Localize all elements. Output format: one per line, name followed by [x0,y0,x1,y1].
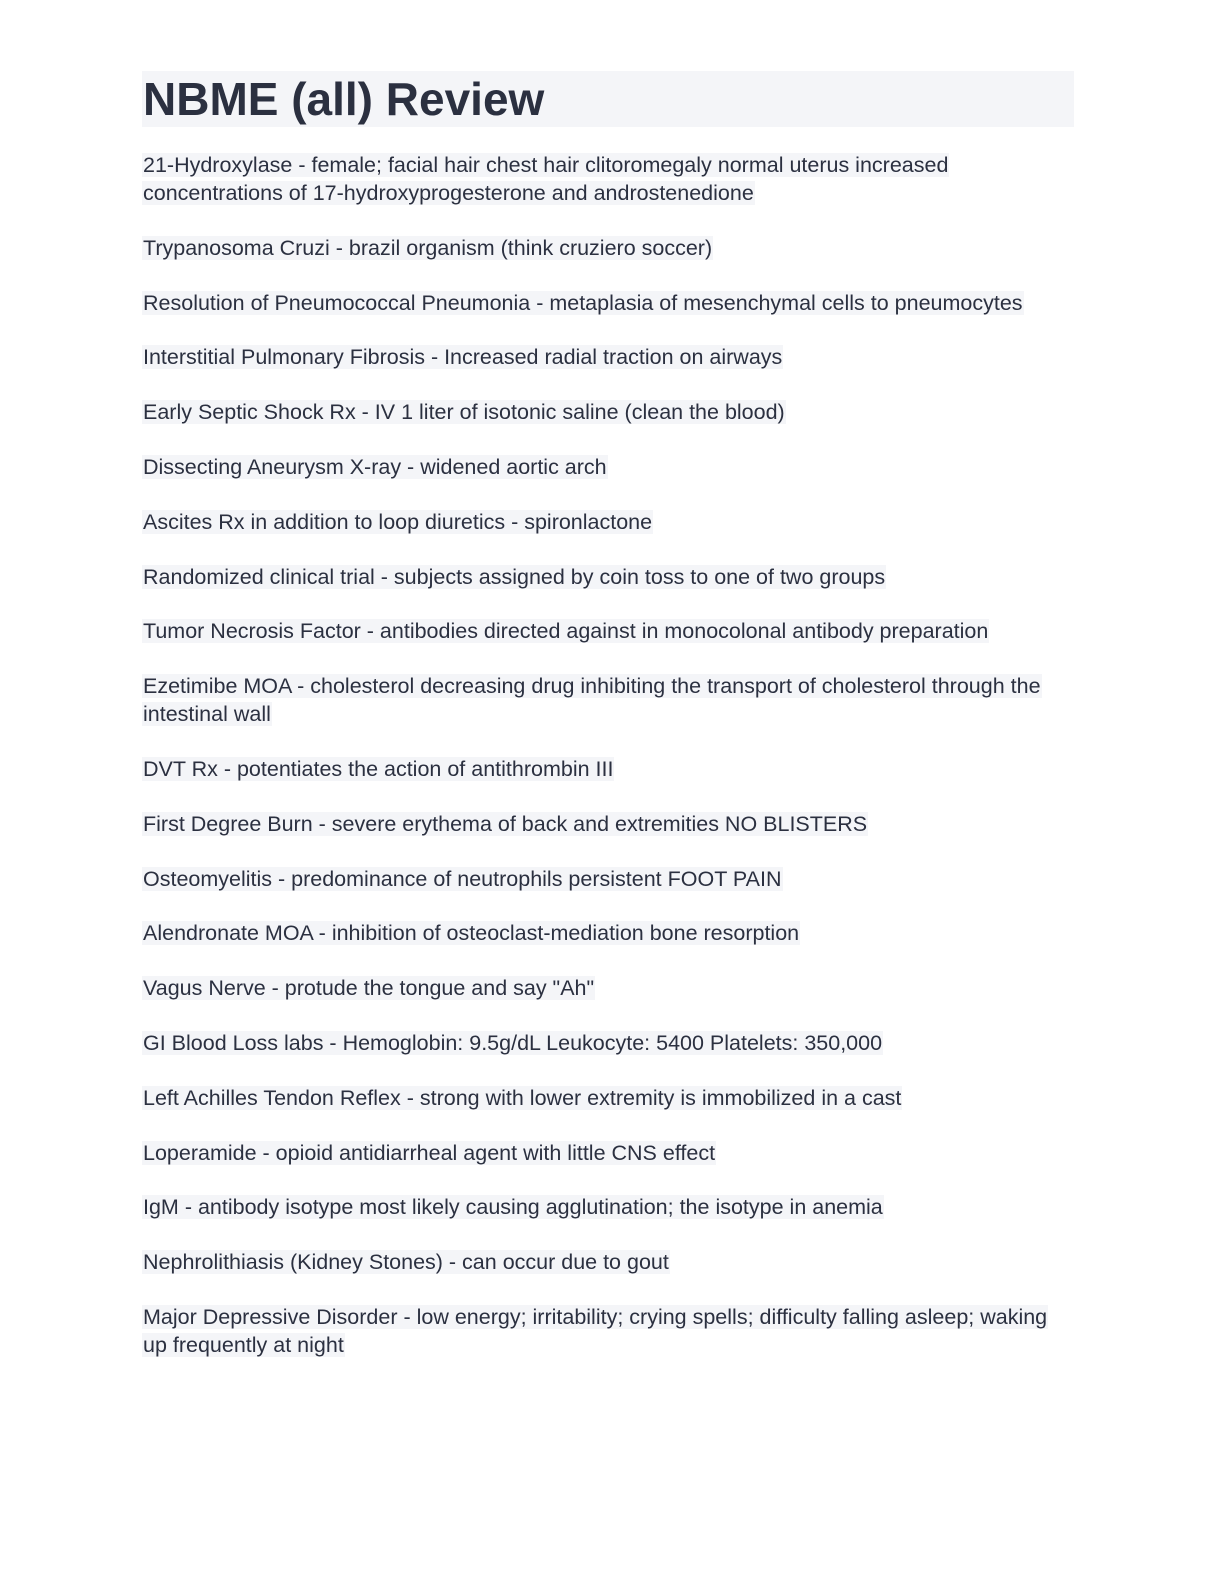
flashcard-text: Nephrolithiasis (Kidney Stones) - can occur due to gout [143,1250,669,1275]
flashcard [142,398,1074,426]
flashcard [142,919,1074,947]
flashcard [142,151,1074,207]
flashcard [142,617,1074,645]
flashcard-text: First Degree Burn - severe erythema of back and extremities NO BLISTERS [143,811,868,836]
flashcard [142,508,1074,536]
flashcard-text: Vagus Nerve - protude the tongue and say "Ah" [143,976,595,1001]
flashcard [142,1248,1074,1276]
flashcard-text: Left Achilles Tendon Reflex - strong with lower extremity is immobilized in a cast [143,1085,902,1110]
flashcard [142,865,1074,893]
flashcard [142,1029,1074,1057]
flashcard-text: 21-Hydroxylase - female; facial hair chest hair clitoromegaly normal uterus increased concentrations of 17-hydroxyprogesterone and androstenedione [143,153,949,205]
flashcard [142,1084,1074,1112]
flashcard [142,755,1074,783]
flashcard-text: Early Septic Shock Rx - IV 1 liter of isotonic saline (clean the blood) [143,400,785,425]
flashcard [142,289,1074,317]
flashcard-text: Resolution of Pneumococcal Pneumonia - metaplasia of mesenchymal cells to pneumocytes [143,290,1023,315]
flashcard [142,672,1074,728]
flashcard-text: Randomized clinical trial - subjects assigned by coin toss to one of two groups [143,564,886,589]
flashcard-text: Alendronate MOA - inhibition of osteoclast-mediation bone resorption [143,921,800,946]
flashcard-text: Tumor Necrosis Factor - antibodies directed against in monocolonal antibody preparation [143,619,989,644]
flashcard-text: DVT Rx - potentiates the action of antithrombin III [143,756,614,781]
flashcard-list [142,151,1074,1359]
flashcard [142,343,1074,371]
flashcard-text: Loperamide - opioid antidiarrheal agent with little CNS effect [143,1140,716,1165]
flashcard-text: Interstitial Pulmonary Fibrosis - Increased radial traction on airways [143,345,783,370]
flashcard-text: Ascites Rx in addition to loop diuretics - spironlactone [143,509,653,534]
page-title: NBME (all) Review [143,73,545,125]
flashcard-text: Trypanosoma Cruzi - brazil organism (think cruziero soccer) [143,235,713,260]
document-page [142,71,1074,1386]
flashcard [142,1193,1074,1221]
flashcard-text: IgM - antibody isotype most likely causing agglutination; the isotype in anemia [143,1195,883,1220]
flashcard-text: Major Depressive Disorder - low energy; irritability; crying spells; difficulty falling asleep; waking up frequently at night [143,1304,1048,1357]
flashcard-text: Osteomyelitis - predominance of neutrophils persistent FOOT PAIN [143,866,782,891]
title-bar [142,71,1074,127]
flashcard [142,1303,1074,1359]
flashcard [142,563,1074,591]
flashcard-text: Ezetimibe MOA - cholesterol decreasing drug inhibiting the transport of cholesterol through the intestinal wall [143,674,1041,727]
flashcard [142,453,1074,481]
flashcard [142,1139,1074,1167]
flashcard [142,810,1074,838]
flashcard-text: GI Blood Loss labs - Hemoglobin: 9.5g/dL Leukocyte: 5400 Platelets: 350,000 [143,1030,883,1055]
flashcard [142,234,1074,262]
flashcard [142,974,1074,1002]
flashcard-text: Dissecting Aneurysm X-ray - widened aortic arch [143,454,607,479]
